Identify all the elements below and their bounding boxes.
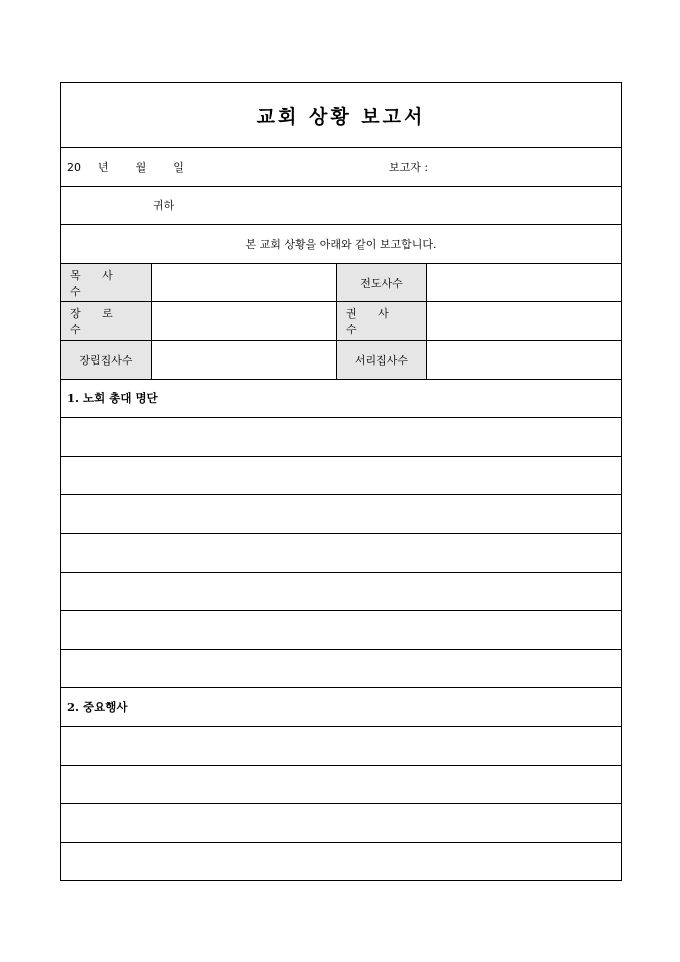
- kwonsa-count-label: 권 사 수: [337, 302, 427, 340]
- pastor-count-label: 목 사 수: [61, 264, 152, 302]
- delegate-line[interactable]: [61, 533, 621, 572]
- document-title: 교회 상황 보고서: [256, 105, 426, 128]
- section-heading-delegates-text: 1. 노회 총대 명단: [67, 391, 158, 406]
- year-label: 년: [98, 160, 109, 174]
- event-line[interactable]: [61, 842, 621, 881]
- delegate-line[interactable]: [61, 572, 621, 611]
- stats-row-2: [61, 301, 621, 340]
- intro-text: 본 교회 상황을 아래와 같이 보고합니다.: [245, 237, 437, 251]
- evangelist-count-value[interactable]: [427, 264, 621, 302]
- section-heading-events: [61, 687, 621, 726]
- year-prefix: 20: [67, 160, 81, 174]
- ordained-deacon-count-label: 장립집사수: [61, 341, 152, 379]
- event-line[interactable]: [61, 726, 621, 765]
- delegate-line[interactable]: [61, 417, 621, 456]
- section-heading-events-text: 2. 중요행사: [67, 700, 128, 715]
- addressee-row[interactable]: [61, 186, 621, 225]
- event-line[interactable]: [61, 803, 621, 842]
- month-label: 월: [135, 160, 147, 174]
- addressee-label: 귀하: [153, 199, 175, 213]
- elder-count-label: 장 로 수: [61, 302, 152, 340]
- delegate-line[interactable]: [61, 649, 621, 688]
- acting-deacon-count-label: 서리집사수: [337, 341, 427, 379]
- delegate-line[interactable]: [61, 456, 621, 495]
- pastor-count-value[interactable]: [152, 264, 337, 302]
- intro-row: [61, 224, 621, 263]
- ordained-deacon-count-value[interactable]: [152, 341, 337, 379]
- report-form: [60, 82, 622, 881]
- kwonsa-count-value[interactable]: [427, 302, 621, 340]
- delegate-line[interactable]: [61, 494, 621, 533]
- event-line[interactable]: [61, 765, 621, 804]
- delegate-line[interactable]: [61, 610, 621, 649]
- section-heading-delegates: [61, 379, 621, 418]
- date-field[interactable]: [67, 159, 184, 175]
- stats-row-1: [61, 263, 621, 302]
- elder-count-value[interactable]: [152, 302, 337, 340]
- acting-deacon-count-value[interactable]: [427, 341, 621, 379]
- date-row: [61, 147, 621, 186]
- stats-row-3: [61, 340, 621, 379]
- reporter-label: 보고자 :: [389, 160, 429, 174]
- title-row: [61, 83, 621, 147]
- evangelist-count-label: 전도사수: [337, 264, 427, 302]
- day-label: 일: [173, 160, 184, 174]
